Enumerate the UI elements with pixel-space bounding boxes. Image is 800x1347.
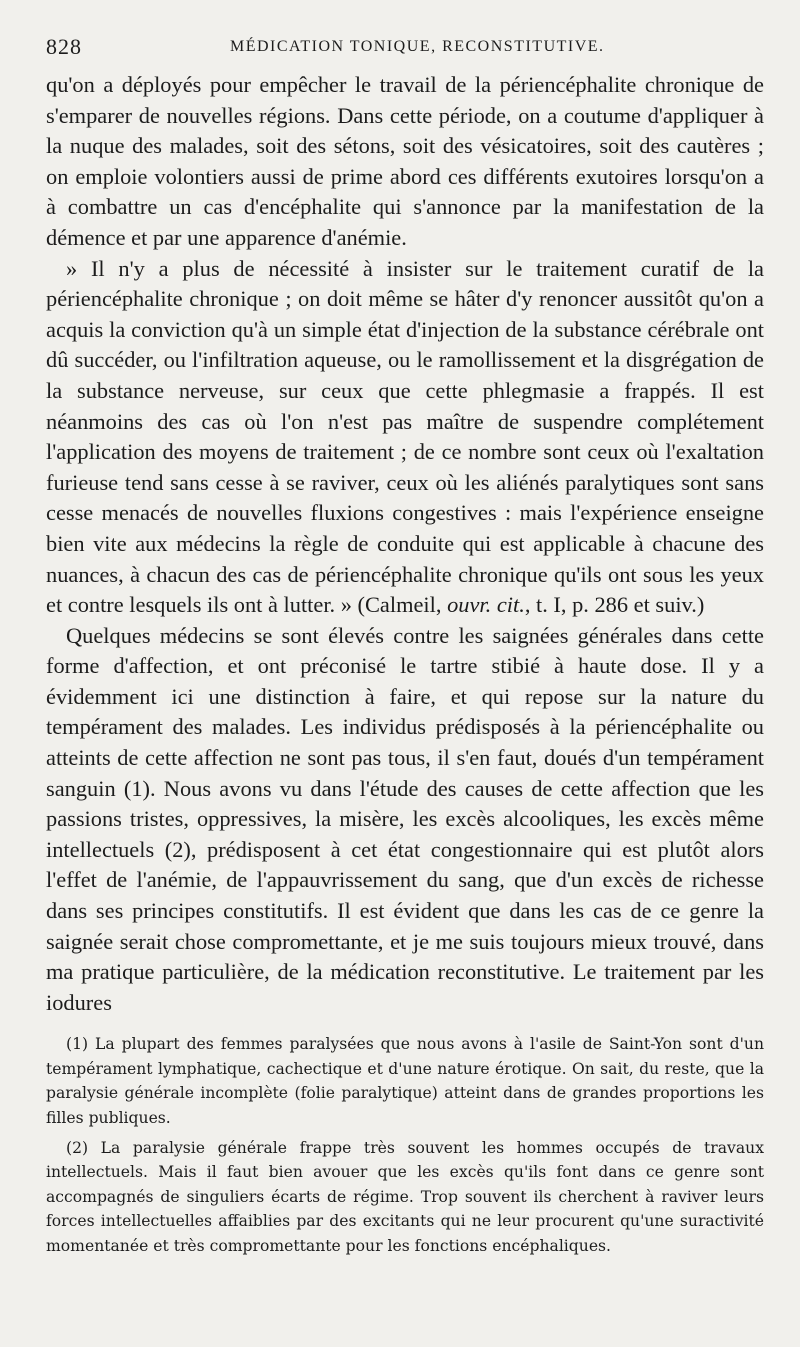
paragraph-text: qu'on a déployés pour empêcher le travail de la périencéphalite chronique de s'emparer de nouvelles régions. Dans cette période, on a coutume d'appliquer à la nuque des malades, soit des sétons, soit des vésicatoires, soit des cautères ; on emploie volontiers aussi de prime abord ces différents exutoires lorsqu'on a à combattre un cas d'encéphalite qui s'annonce par la manifestation de la démence et par une apparence d'anémie. [46,72,764,250]
citation-italic: ouvr. cit. [447,592,525,618]
paragraph-quotation [46,254,764,621]
page-header [46,30,764,70]
running-head: MÉDICATION TONIQUE, RECONSTITUTIVE. [230,38,605,55]
footnotes [46,1032,764,1258]
paragraph-discussion [46,621,764,1019]
footnote-1: (1) La plupart des femmes paralysées que nous avons à l'asile de Saint-Yon sont d'un tempérament lymphatique, cachectique et d'une nature érotique. On sait, du reste, que la paralysie générale incomplète (folie paralytique) atteint dans de grandes proportions les filles publiques. [46,1035,764,1127]
page-number: 828 [46,34,82,59]
paragraph-text: Quelques médecins se sont élevés contre les saignées générales dans cette forme d'affection, et ont préconisé le tartre stibié à haute dose. Il y a évidemment ici une distinction à faire, et qui repose sur la nature du tempérament des malades. Les individus prédisposés à la périencéphalite ou atteints de cette affection ne sont pas tous, il s'en faut, doués d'un tempérament sanguin (1). Nous avons vu dans l'étude des causes de cette affection que les passions tristes, oppressives, la misère, les excès alcooliques, les excès même intellectuels (2), prédisposent à cet état congestionnaire qui est plutôt alors l'effet de l'anémie, de l'appauvrissement du sang, que d'un excès de richesse dans ses principes constitutifs. Il est évident que dans les cas de ce genre la saignée serait chose compromettante, et je me suis toujours mieux trouvé, dans ma pratique particulière, de la médication reconstitutive. Le traitement par les iodures [46,622,764,1015]
paragraph-text: » Il n'y a plus de nécessité à insister sur le traitement curatif de la périencéphalite chronique ; on doit même se hâter d'y renoncer aussitôt qu'on a acquis la conviction qu'à un simple état d'injection de la substance cérébrale ont dû succéder, ou l'infiltration aqueuse, ou le ramollissement et la disgrégation de la substance nerveuse, sur ceux que cette phlegmasie a frappés. Il est néanmoins des cas où l'on n'est pas maître de suspendre complétement l'application des moyens de traitement ; de ce nombre sont ceux où l'exaltation furieuse tend sans cesse à se raviver, ceux où les aliénés paralytiques sont sans cesse menacés de nouvelles fluxions congestives : mais l'expérience enseigne bien vite aux médecins la règle de conduite qui est applicable à chacune des nuances, à chacun des cas de périencéphalite chronique qu'ils ont sous les yeux et contre lesquels ils ont à lutter. » (Calmeil, [46,255,764,618]
main-text [46,70,764,1018]
paragraph-continuation [46,70,764,254]
footnote-2: (2) La paralysie générale frappe très souvent les hommes occupés de travaux intellectuels. Mais il faut bien avouer que les excès qu'ils font dans ce genre sont accompagnés de singuliers écarts de régime. Trop souvent ils cherchent à raviver leurs forces intellectuelles affaiblies par des excitants qui ne leur procurent qu'une suractivité momentanée et très compromettante pour les fonctions encéphaliques. [46,1139,764,1255]
citation-tail: , t. I, p. 286 et suiv.) [524,592,705,618]
